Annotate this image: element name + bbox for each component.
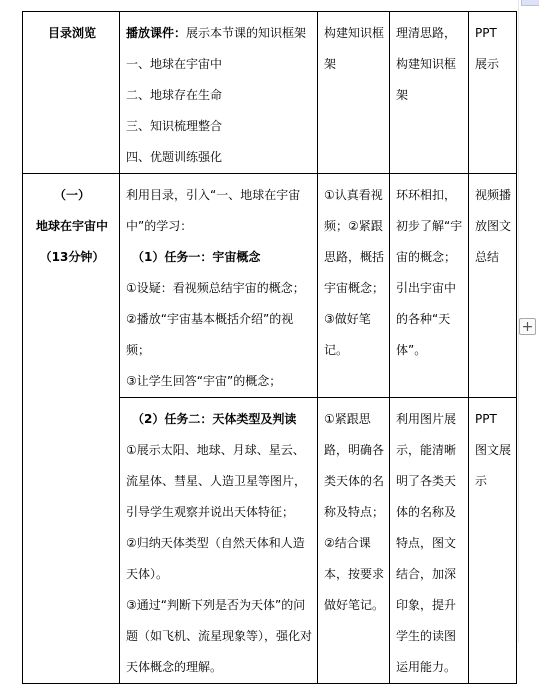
list-item: ①设疑：看视频总结宇宙的概念； <box>126 281 305 295</box>
list-item: 一、地球在宇宙中 <box>126 57 223 71</box>
media-cell: 视频播放图文总结 <box>469 174 517 398</box>
section-cell <box>23 12 120 174</box>
list-item: ①展示太阳、地球、月球、星云、流星体、彗星、人造卫星等图片，引导学生观察并说出天体特征； <box>126 443 307 519</box>
table-row <box>23 174 517 398</box>
section-cell <box>23 174 120 684</box>
media-cell: PPT 图文展示 <box>469 398 517 684</box>
section-duration: （13分钟） <box>39 250 105 264</box>
intent-cell: 环环相扣，初步了解“宇宙的概念；引出宇宙中的各种“天体”。 <box>390 174 469 398</box>
list-item: ②归纳天体类型（自然天体和人造天体）。 <box>126 536 305 581</box>
list-item: 利用目录，引入“一、地球在宇宙中”的学习： <box>126 188 301 233</box>
task-heading: （1）任务一：宇宙概念 <box>132 250 261 264</box>
corner-tab <box>521 0 539 6</box>
list-item: 二、地球存在生命 <box>126 88 223 102</box>
activity-cell <box>120 174 318 398</box>
list-item: ③让学生回答“宇宙”的概念； <box>126 374 282 388</box>
list-item: 四、优题训练强化 <box>126 150 223 164</box>
activity-cell <box>120 398 318 684</box>
intent-cell: 理清思路，构建知识框架 <box>390 12 469 174</box>
intent-cell: 利用图片展示，能清晰明了各类天体的名称及特点，图文结合，加深印象，提升学生的读图运用能力。 <box>390 398 469 684</box>
section-number: （一） <box>53 188 90 202</box>
list-item: 三、知识梳理整合 <box>126 119 223 133</box>
plus-icon: + <box>521 318 534 335</box>
table-row <box>23 12 517 174</box>
task-heading: （2）任务二：天体类型及判读 <box>132 412 297 426</box>
student-cell: 构建知识框架 <box>318 12 390 174</box>
add-button[interactable] <box>519 318 536 335</box>
section-title: 地球在宇宙中 <box>35 219 108 233</box>
activity-cell <box>120 12 318 174</box>
list-item: 播放课件：展示本节课的知识框架 <box>126 26 307 40</box>
list-item: ②播放“宇宙基本概括介绍”的视频； <box>126 312 294 357</box>
list-item: ③通过“判断下列是否为天体”的问题（如飞机、流星现象等），强化对天体概念的理解。 <box>126 598 313 674</box>
student-cell: ①紧跟思路，明确各类天体的名称及特点；②结合课本，按要求做好笔记。 <box>318 398 390 684</box>
lesson-plan-table <box>22 11 517 684</box>
media-cell: PPT 展示 <box>469 12 517 174</box>
section-title: 目录浏览 <box>47 26 96 40</box>
student-cell: ①认真看视频；②紧跟思路，概括宇宙概念；③做好笔记。 <box>318 174 390 398</box>
